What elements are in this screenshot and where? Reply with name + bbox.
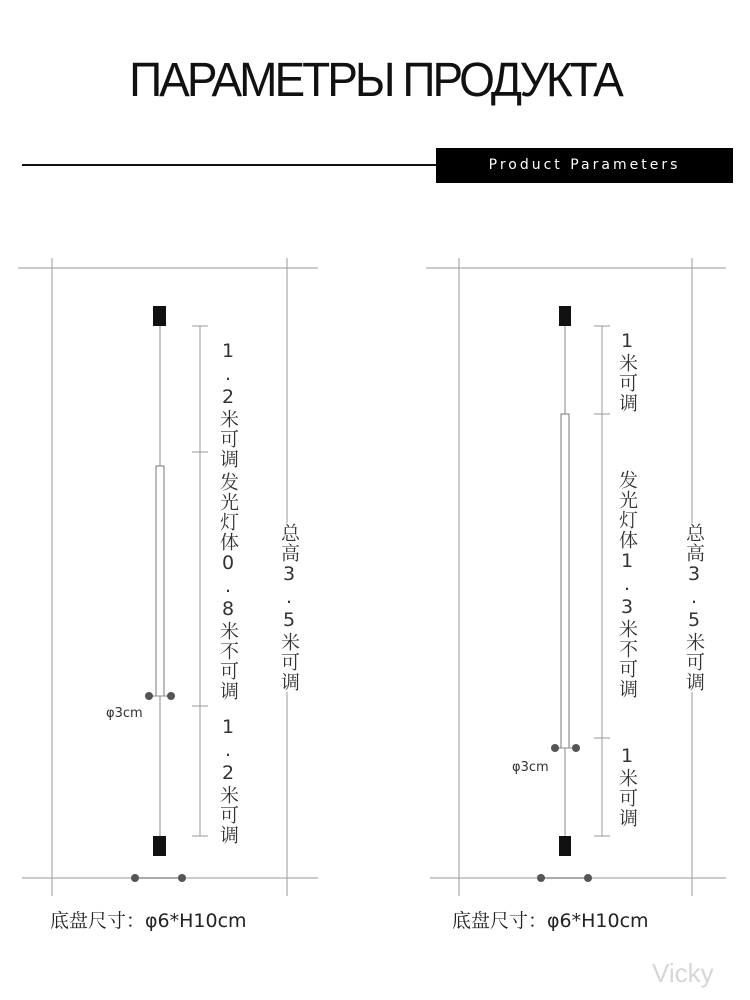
right-body-segment-label: 发光灯体1.3米不可调: [616, 470, 638, 699]
left-bottom-cap: [153, 836, 166, 856]
left-top-segment-label: 1.2米可调: [217, 340, 239, 469]
left-dimension-bracket: [192, 326, 208, 836]
left-base-size-label: 底盘尺寸：φ6*H10cm: [50, 910, 247, 932]
right-light-body: [561, 414, 569, 748]
page-title: ПАРАМЕТРЫ ПРОДУКТА: [129, 51, 621, 107]
product-parameters-banner: Product Parameters: [436, 148, 733, 183]
right-diameter-label: φ3cm: [512, 760, 549, 775]
watermark: Vicky: [652, 958, 714, 988]
right-total-height-label: 总高3.5米可调: [681, 523, 708, 692]
left-total-height-label: 总高3.5米可调: [276, 523, 303, 692]
left-light-body: [156, 466, 164, 696]
left-diameter-label: φ3cm: [106, 706, 143, 721]
right-bottom-segment-label: 1米可调: [616, 745, 638, 828]
right-top-segment-label: 1米可调: [616, 330, 638, 413]
right-bottom-cap: [559, 836, 571, 856]
left-body-segment-label: 发光灯体0.8米不可调: [217, 472, 239, 701]
right-top-cap: [559, 306, 571, 326]
right-dimension-bracket: [594, 326, 610, 836]
left-frame: [18, 258, 318, 896]
left-bottom-segment-label: 1.2米可调: [217, 716, 239, 845]
left-top-cap: [153, 306, 166, 326]
left-lamp: [131, 306, 186, 882]
right-base-size-label: 底盘尺寸：φ6*H10cm: [452, 910, 649, 932]
right-lamp: [537, 306, 592, 882]
